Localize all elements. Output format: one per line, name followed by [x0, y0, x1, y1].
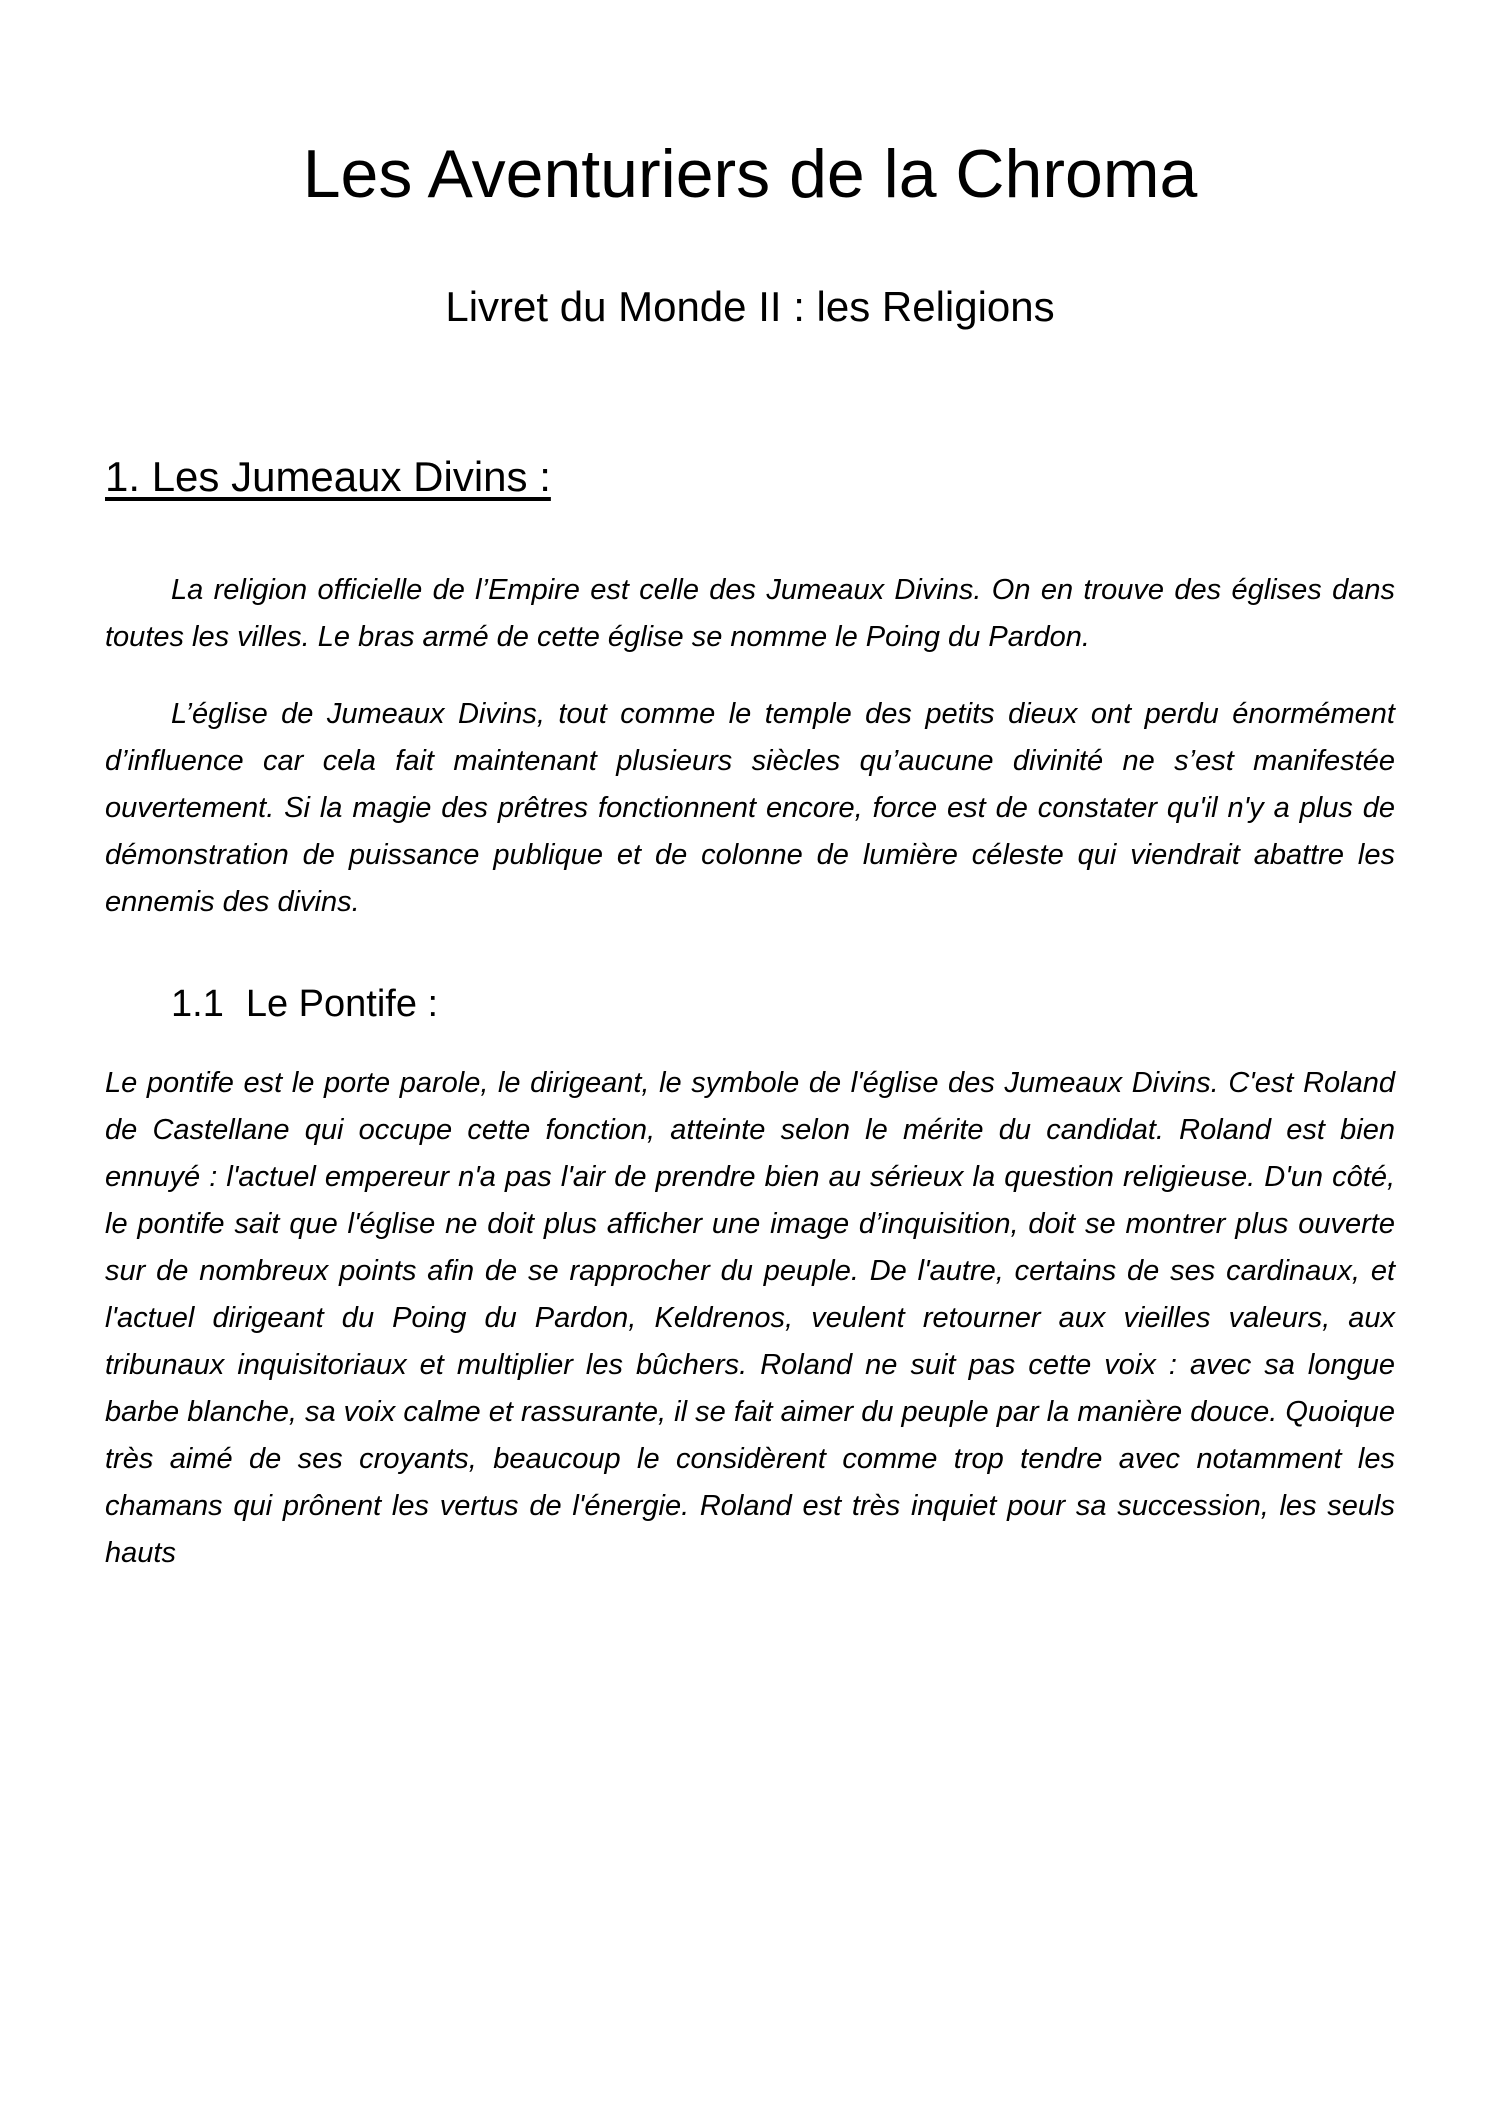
paragraph: La religion officielle de l’Empire est celle des Jumeaux Divins. On en trouve des églises dans toutes les villes. Le bras armé de cette église se nomme le Poing du Pardon.	[105, 574, 1395, 653]
document-subtitle: Livret du Monde II : les Religions	[445, 283, 1055, 330]
paragraph: Le pontife est le porte parole, le dirigeant, le symbole de l'église des Jumeaux Divins. C'est Roland de Castellane qui occupe cette fonction, atteinte selon le mérite du candidat. Roland est bien ennuyé : l'actuel empereur n'a pas l'air de prendre bien au sérieux la question religieuse. D'un côté, le pontife sait que l'église ne doit plus afficher une image d’inquisition, doit se montrer plus ouverte sur de nombreux points afin de se rapprocher du peuple. De l'autre, certains de ses cardinaux, et l'actuel dirigeant du Poing du Pardon, Keldrenos, veulent retourner aux vieilles valeurs, aux tribunaux inquisitoriaux et multiplier les bûchers. Roland ne suit pas cette voix : avec sa longue barbe blanche, sa voix calme et rassurante, il se fait aimer du peuple par la manière douce. Quoique très aimé de ses croyants, beaucoup le considèrent comme trop tendre avec notamment les chamans qui prônent les vertus de l'énergie. Roland est très inquiet pour sa succession, les seuls hauts	[105, 1067, 1395, 1569]
subsection-title: Le Pontife :	[245, 983, 439, 1025]
subsection-number: 1.1	[171, 983, 224, 1025]
paragraph: L’église de Jumeaux Divins, tout comme le temple des petits dieux ont perdu énormément d’influence car cela fait maintenant plusieurs siècles qu’aucune divinité ne s’est manifestée ouvertement. Si la magie des prêtres fonctionnent encore, force est de constater qu'il n'y a plus de démonstration de puissance publique et de colonne de lumière céleste qui viendrait abattre les ennemis des divins.	[105, 698, 1395, 918]
section-heading-jumeaux-divins: 1. Les Jumeaux Divins :	[105, 453, 551, 500]
document-title: Les Aventuriers de la Chroma	[302, 136, 1198, 212]
subsection-heading-le-pontife	[105, 982, 1395, 1026]
